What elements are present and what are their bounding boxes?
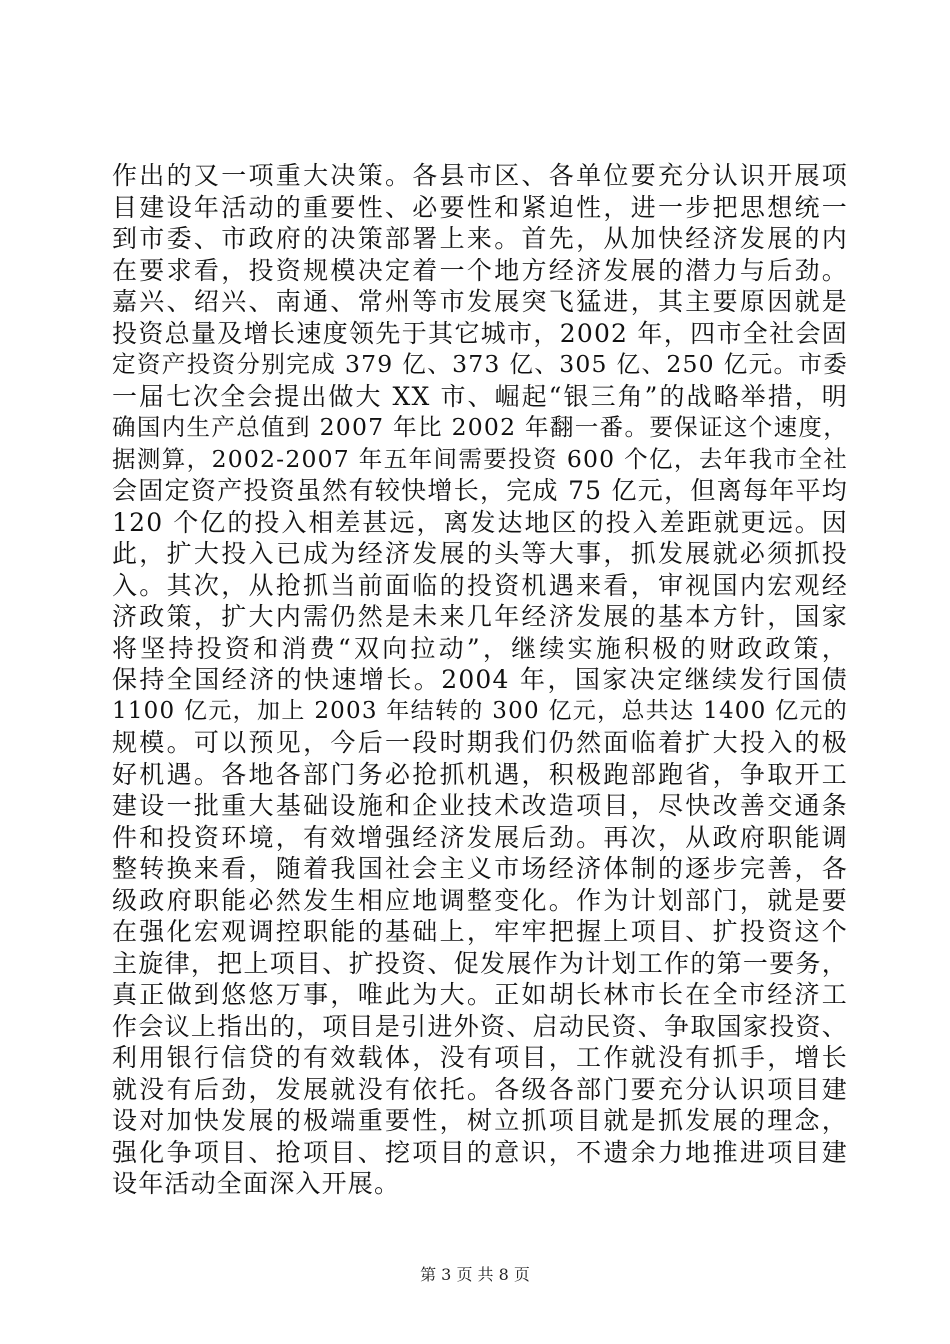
text-line: 目建设年活动的重要性、必要性和紧迫性，进一步把思想统一 [112, 192, 848, 222]
text-line: 保持全国经济的快速增长。2004 年，国家决定继续发行国债 [112, 665, 848, 694]
text-line: 在强化宏观调控职能的基础上，牢牢把握上项目、扩投资这个 [112, 917, 848, 946]
text-line: 嘉兴、绍兴、南通、常州等市发展突飞猛进，其主要原因就是 [112, 287, 848, 316]
page-number-footer: 第 3 页 共 8 页 [420, 1265, 530, 1284]
text-line: 济政策，扩大内需仍然是未来几年经济发展的基本方针，国家 [112, 602, 848, 631]
text-line: 作出的又一项重大决策。各县市区、各单位要充分认识开展项 [112, 161, 848, 190]
text-line: 好机遇。各地各部门务必抢抓机遇，积极跑部跑省，争取开工 [112, 759, 848, 789]
text-line: 利用银行信贷的有效载体，没有项目，工作就没有抓手，增长 [112, 1043, 848, 1072]
text-line: 定资产投资分别完成 379 亿、373 亿、305 亿、250 亿元。市委 [112, 350, 848, 378]
text-line: 建设一批重大基础设施和企业技术改造项目，尽快改善交通条 [112, 791, 848, 820]
text-line: 会固定资产投资虽然有较快增长，完成 75 亿元，但离每年平均 [112, 476, 848, 505]
text-line: 据测算，2002-2007 年五年间需要投资 600 个亿，去年我市全社 [112, 444, 848, 473]
text-line: 确国内生产总值到 2007 年比 2002 年翻一番。要保证这个速度， [112, 413, 848, 441]
text-line: 投资总量及增长速度领先于其它城市，2002 年，四市全社会固 [112, 318, 848, 348]
text-line: 主旋律，把上项目、扩投资、促发展作为计划工作的第一要务， [112, 948, 848, 978]
text-line: 到市委、市政府的决策部署上来。首先，从加快经济发展的内 [112, 224, 848, 253]
text-line: 件和投资环境，有效增强经济发展后劲。再次，从政府职能调 [112, 822, 848, 852]
text-line: 将坚持投资和消费“双向拉动”，继续实施积极的财政政策， [112, 633, 848, 663]
body-paragraph [112, 160, 848, 1200]
text-line: 规模。可以预见，今后一段时期我们仍然面临着扩大投入的极 [112, 728, 848, 757]
text-line: 就没有后劲，发展就没有依托。各级各部门要充分认识项目建 [112, 1074, 848, 1104]
text-line: 120 个亿的投入相差甚远，离发达地区的投入差距就更远。因 [112, 507, 848, 537]
text-line: 整转换来看，随着我国社会主义市场经济体制的逐步完善，各 [112, 854, 848, 883]
text-line: 设年活动全面深入开展。 [112, 1169, 401, 1198]
text-line: 1100 亿元，加上 2003 年结转的 300 亿元，总共达 1400 亿元的 [112, 697, 848, 724]
text-line: 在要求看，投资规模决定着一个地方经济发展的潜力与后劲。 [112, 255, 848, 285]
text-line: 强化争项目、抢项目、挖项目的意识，不遗余力地推进项目建 [112, 1137, 848, 1167]
text-line: 入。其次，从抢抓当前面临的投资机遇来看，审视国内宏观经 [112, 570, 848, 600]
text-line: 真正做到悠悠万事，唯此为大。正如胡长林市长在全市经济工 [112, 980, 848, 1009]
text-line: 设对加快发展的极端重要性，树立抓项目就是抓发展的理念， [112, 1106, 848, 1135]
text-line: 一届七次全会提出做大 XX 市、崛起“银三角”的战略举措，明 [112, 381, 848, 411]
text-line: 级政府职能必然发生相应地调整变化。作为计划部门，就是要 [112, 885, 848, 915]
text-line: 作会议上指出的，项目是引进外资、启动民资、争取国家投资、 [112, 1011, 848, 1041]
text-line: 此，扩大投入已成为经济发展的头等大事，抓发展就必须抓投 [112, 539, 848, 568]
